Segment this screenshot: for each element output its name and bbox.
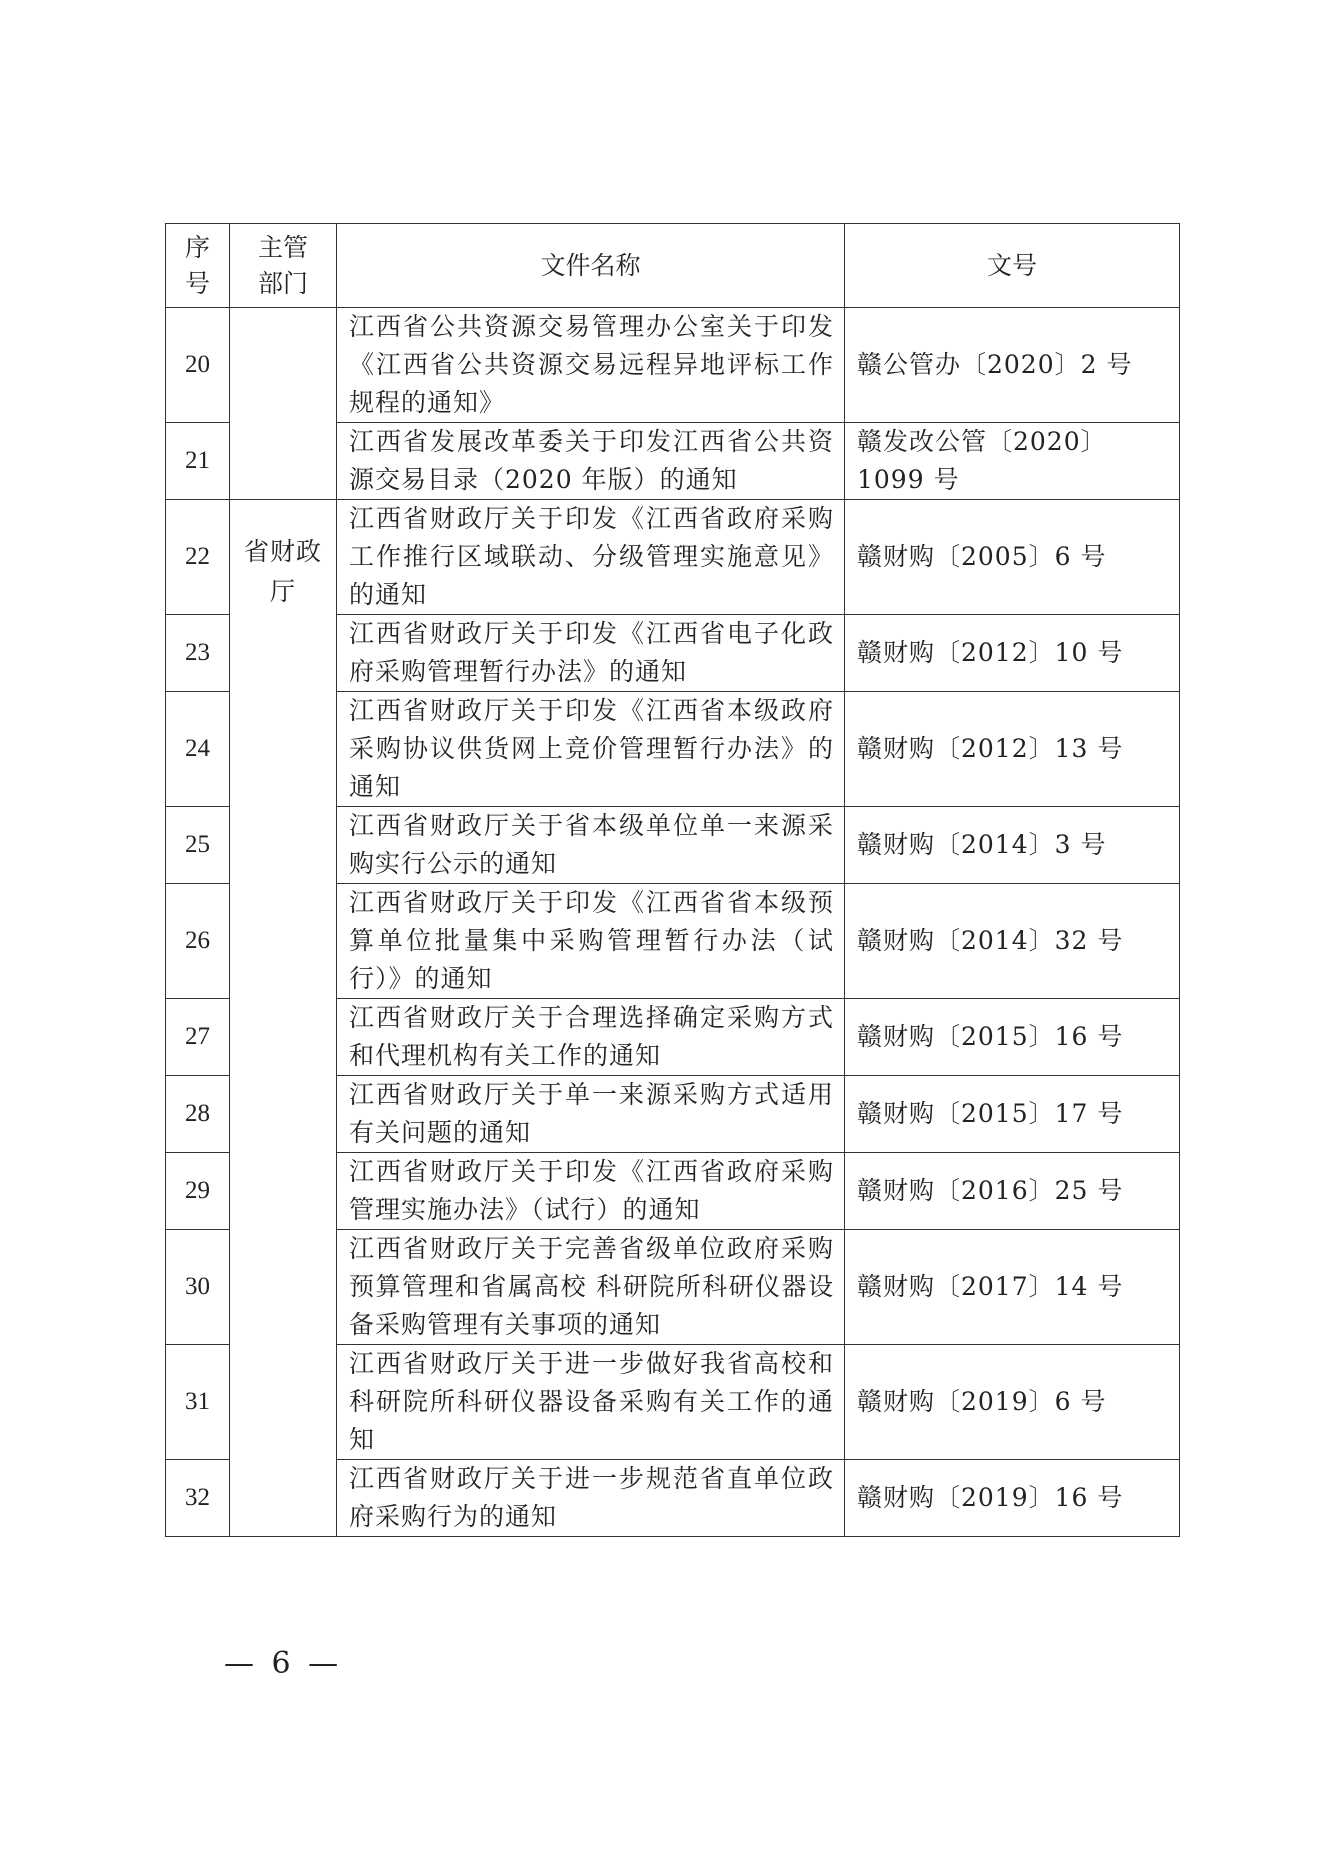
file-name: 江西省财政厅关于单一来源采购方式适用有关问题的通知: [337, 1076, 845, 1153]
file-name: 江西省财政厅关于完善省级单位政府采购预算管理和省属高校 科研院所科研仪器设备采购管理有关事项的通知: [337, 1230, 845, 1345]
file-name: 江西省发展改革委关于印发江西省公共资源交易目录（2020 年版）的通知: [337, 423, 845, 500]
row-number: 23: [166, 615, 230, 692]
row-number: 30: [166, 1230, 230, 1345]
row-number: 24: [166, 692, 230, 807]
document-number: 赣发改公管〔2020〕1099 号: [845, 423, 1180, 500]
document-number: 赣财购〔2005〕6 号: [845, 500, 1180, 615]
document-number: 赣财购〔2015〕16 号: [845, 999, 1180, 1076]
file-name: 江西省公共资源交易管理办公室关于印发《江西省公共资源交易远程异地评标工作规程的通知》: [337, 308, 845, 423]
header-file-name: 文件名称: [337, 224, 845, 308]
file-name: 江西省财政厅关于印发《江西省政府采购管理实施办法》（试行）的通知: [337, 1153, 845, 1230]
file-name: 江西省财政厅关于合理选择确定采购方式和代理机构有关工作的通知: [337, 999, 845, 1076]
row-number: 27: [166, 999, 230, 1076]
document-number: 赣财购〔2012〕10 号: [845, 615, 1180, 692]
row-number: 28: [166, 1076, 230, 1153]
row-number: 20: [166, 308, 230, 423]
file-name: 江西省财政厅关于省本级单位单一来源采购实行公示的通知: [337, 807, 845, 884]
row-number: 22: [166, 500, 230, 615]
document-number: 赣公管办〔2020〕2 号: [845, 308, 1180, 423]
file-name: 江西省财政厅关于印发《江西省政府采购工作推行区域联动、分级管理实施意见》的通知: [337, 500, 845, 615]
document-number: 赣财购〔2014〕32 号: [845, 884, 1180, 999]
header-document-number: 文号: [845, 224, 1180, 308]
header-serial-number: 序 号: [166, 224, 230, 308]
file-name: 江西省财政厅关于进一步做好我省高校和科研院所科研仪器设备采购有关工作的通知: [337, 1345, 845, 1460]
document-number: 赣财购〔2016〕25 号: [845, 1153, 1180, 1230]
document-number: 赣财购〔2012〕13 号: [845, 692, 1180, 807]
document-number: 赣财购〔2019〕6 号: [845, 1345, 1180, 1460]
department-cell: [230, 500, 337, 1537]
table-header-row: [166, 224, 1180, 308]
department-name-line2: 厅: [269, 577, 296, 606]
row-number: 25: [166, 807, 230, 884]
file-name: 江西省财政厅关于印发《江西省本级政府采购协议供货网上竞价管理暂行办法》的通知: [337, 692, 845, 807]
department-cell-empty: [230, 308, 337, 500]
row-number: 26: [166, 884, 230, 999]
table-row: [166, 308, 1180, 423]
header-department: 主管 部门: [230, 224, 337, 308]
file-name: 江西省财政厅关于进一步规范省直单位政府采购行为的通知: [337, 1460, 845, 1537]
document-table: [165, 223, 1180, 1537]
document-number: 赣财购〔2014〕3 号: [845, 807, 1180, 884]
document-number: 赣财购〔2015〕17 号: [845, 1076, 1180, 1153]
row-number: 21: [166, 423, 230, 500]
file-name: 江西省财政厅关于印发《江西省电子化政府采购管理暂行办法》的通知: [337, 615, 845, 692]
department-name-line1: 省财政: [243, 537, 322, 566]
file-name: 江西省财政厅关于印发《江西省省本级预算单位批量集中采购管理暂行办法（试行）》的通知: [337, 884, 845, 999]
row-number: 29: [166, 1153, 230, 1230]
document-number: 赣财购〔2017〕14 号: [845, 1230, 1180, 1345]
page-number: — 6 —: [224, 1646, 343, 1681]
row-number: 31: [166, 1345, 230, 1460]
table-row: [166, 500, 1180, 615]
row-number: 32: [166, 1460, 230, 1537]
document-number: 赣财购〔2019〕16 号: [845, 1460, 1180, 1537]
